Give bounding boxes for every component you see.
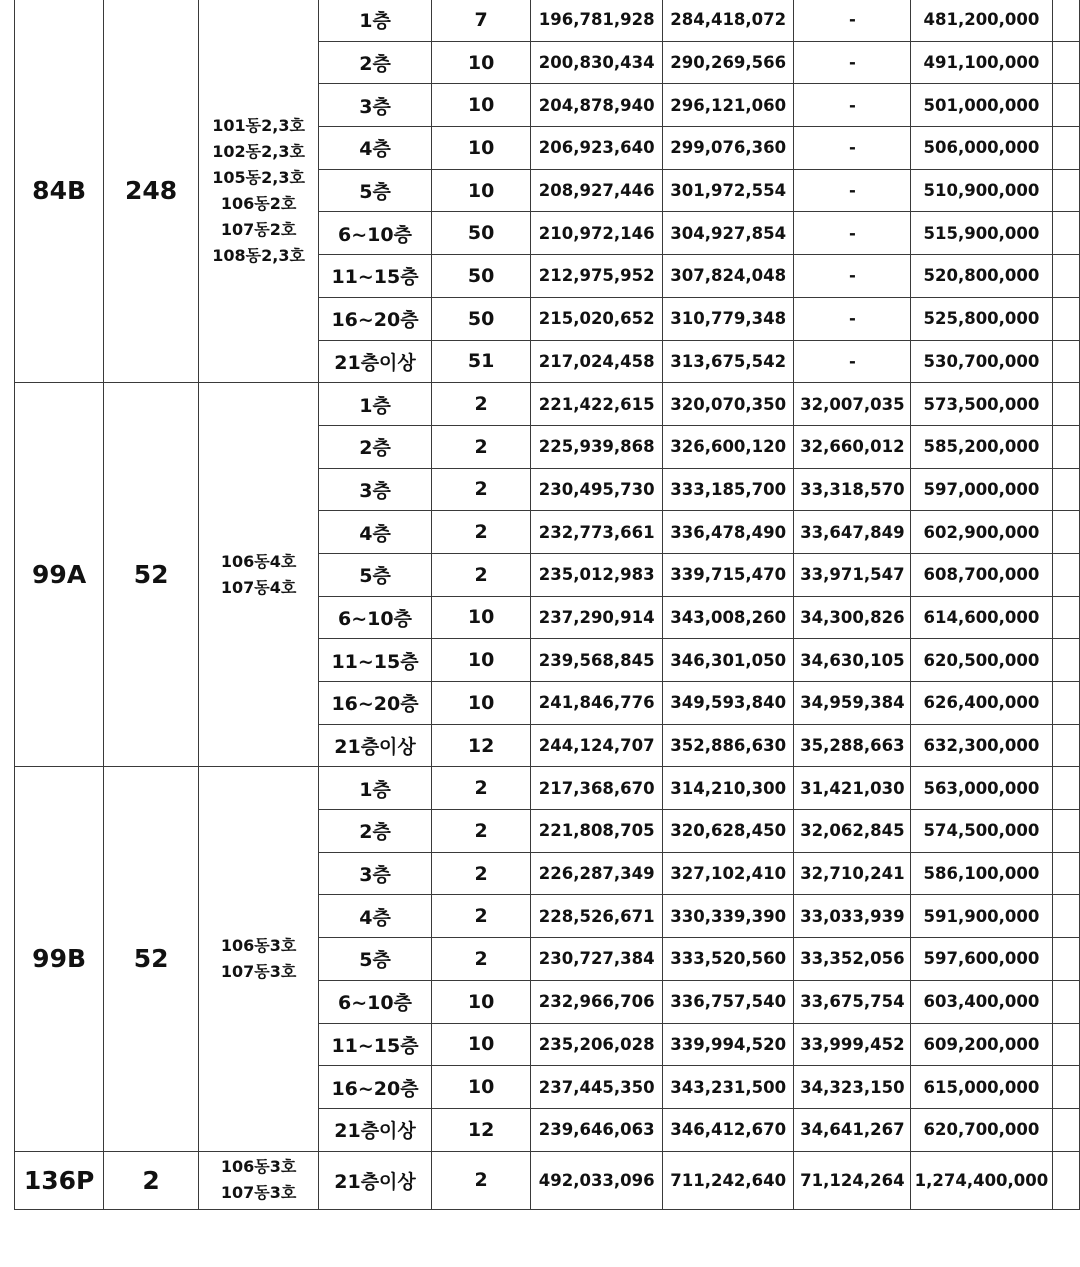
total-price-cell: 614,600,000	[911, 596, 1052, 639]
cutoff-cell	[1052, 383, 1079, 426]
building-price-cell: 330,339,390	[662, 895, 794, 938]
floor-cell: 5층	[319, 938, 432, 981]
floor-cell: 3층	[319, 84, 432, 127]
households-cell: 10	[431, 1023, 531, 1066]
vat-cell: -	[794, 84, 911, 127]
cutoff-cell	[1052, 84, 1079, 127]
vat-cell: 34,300,826	[794, 596, 911, 639]
total-price-cell: 603,400,000	[911, 980, 1052, 1023]
price-table	[14, 0, 1080, 1210]
building-label: 107동2호	[220, 219, 297, 239]
floor-cell: 3층	[319, 468, 432, 511]
table-body	[15, 0, 1080, 1209]
cutoff-cell	[1052, 169, 1079, 212]
vat-cell: 31,421,030	[794, 767, 911, 810]
land-price-cell: 217,368,670	[531, 767, 663, 810]
floor-cell: 1층	[319, 0, 432, 41]
building-price-cell: 336,478,490	[662, 511, 794, 554]
households-cell: 2	[431, 938, 531, 981]
building-price-cell: 320,628,450	[662, 810, 794, 853]
vat-cell: 34,630,105	[794, 639, 911, 682]
households-cell: 10	[431, 639, 531, 682]
building-price-cell: 352,886,630	[662, 724, 794, 767]
building-label: 101동2,3호	[212, 115, 305, 135]
households-cell: 2	[431, 383, 531, 426]
cutoff-cell	[1052, 1151, 1079, 1209]
building-label: 107동3호	[220, 961, 297, 981]
total-price-cell: 510,900,000	[911, 169, 1052, 212]
building-price-cell: 343,231,500	[662, 1066, 794, 1109]
building-price-cell: 314,210,300	[662, 767, 794, 810]
vat-cell: 33,647,849	[794, 511, 911, 554]
land-price-cell: 237,290,914	[531, 596, 663, 639]
building-price-cell: 320,070,350	[662, 383, 794, 426]
building-label: 102동2,3호	[212, 141, 305, 161]
cutoff-cell	[1052, 639, 1079, 682]
land-price-cell: 208,927,446	[531, 169, 663, 212]
building-label: 106동3호	[220, 1157, 297, 1177]
floor-cell: 2층	[319, 41, 432, 84]
floor-cell: 21층이상	[319, 1151, 432, 1209]
building-label: 108동2,3호	[212, 245, 305, 265]
cutoff-cell	[1052, 810, 1079, 853]
land-price-cell: 241,846,776	[531, 682, 663, 725]
cutoff-cell	[1052, 511, 1079, 554]
unit-type-cell: 84B	[15, 0, 104, 383]
cutoff-cell	[1052, 127, 1079, 170]
households-cell: 2	[431, 553, 531, 596]
building-price-cell: 349,593,840	[662, 682, 794, 725]
cutoff-cell	[1052, 1066, 1079, 1109]
floor-cell: 11~15층	[319, 639, 432, 682]
land-price-cell: 228,526,671	[531, 895, 663, 938]
building-price-cell: 299,076,360	[662, 127, 794, 170]
households-cell: 50	[431, 255, 531, 298]
building-list-cell	[198, 383, 318, 767]
households-cell: 2	[431, 852, 531, 895]
building-price-cell: 327,102,410	[662, 852, 794, 895]
land-price-cell: 200,830,434	[531, 41, 663, 84]
land-price-cell: 239,568,845	[531, 639, 663, 682]
total-price-cell: 620,700,000	[911, 1108, 1052, 1151]
building-price-cell: 333,185,700	[662, 468, 794, 511]
households-cell: 2	[431, 895, 531, 938]
vat-cell: 33,971,547	[794, 553, 911, 596]
land-price-cell: 235,012,983	[531, 553, 663, 596]
table-row	[15, 1151, 1080, 1209]
total-units-cell: 52	[104, 383, 199, 767]
floor-cell: 3층	[319, 852, 432, 895]
floor-cell: 1층	[319, 767, 432, 810]
vat-cell: 33,318,570	[794, 468, 911, 511]
cutoff-cell	[1052, 682, 1079, 725]
building-price-cell: 307,824,048	[662, 255, 794, 298]
building-price-cell: 343,008,260	[662, 596, 794, 639]
vat-cell: 32,710,241	[794, 852, 911, 895]
table-row	[15, 0, 1080, 41]
building-price-cell: 310,779,348	[662, 297, 794, 340]
building-price-cell: 296,121,060	[662, 84, 794, 127]
total-price-cell: 506,000,000	[911, 127, 1052, 170]
floor-cell: 2층	[319, 810, 432, 853]
vat-cell: -	[794, 169, 911, 212]
total-price-cell: 597,000,000	[911, 468, 1052, 511]
land-price-cell: 492,033,096	[531, 1151, 663, 1209]
vat-cell: 34,323,150	[794, 1066, 911, 1109]
land-price-cell: 221,808,705	[531, 810, 663, 853]
households-cell: 10	[431, 84, 531, 127]
floor-cell: 11~15층	[319, 1023, 432, 1066]
cutoff-cell	[1052, 938, 1079, 981]
land-price-cell: 196,781,928	[531, 0, 663, 41]
building-price-cell: 336,757,540	[662, 980, 794, 1023]
land-price-cell: 225,939,868	[531, 425, 663, 468]
total-price-cell: 563,000,000	[911, 767, 1052, 810]
building-price-cell: 326,600,120	[662, 425, 794, 468]
floor-cell: 1층	[319, 383, 432, 426]
total-price-cell: 574,500,000	[911, 810, 1052, 853]
land-price-cell: 237,445,350	[531, 1066, 663, 1109]
households-cell: 2	[431, 810, 531, 853]
land-price-cell: 239,646,063	[531, 1108, 663, 1151]
total-price-cell: 615,000,000	[911, 1066, 1052, 1109]
cutoff-cell	[1052, 596, 1079, 639]
land-price-cell: 206,923,640	[531, 127, 663, 170]
vat-cell: -	[794, 41, 911, 84]
vat-cell: 71,124,264	[794, 1151, 911, 1209]
building-label: 106동4호	[220, 551, 297, 571]
land-price-cell: 217,024,458	[531, 340, 663, 383]
building-price-cell: 346,412,670	[662, 1108, 794, 1151]
table-row	[15, 767, 1080, 810]
building-price-cell: 711,242,640	[662, 1151, 794, 1209]
households-cell: 2	[431, 511, 531, 554]
land-price-cell: 235,206,028	[531, 1023, 663, 1066]
total-price-cell: 520,800,000	[911, 255, 1052, 298]
vat-cell: -	[794, 340, 911, 383]
building-price-cell: 284,418,072	[662, 0, 794, 41]
vat-cell: 33,999,452	[794, 1023, 911, 1066]
land-price-cell: 215,020,652	[531, 297, 663, 340]
total-price-cell: 585,200,000	[911, 425, 1052, 468]
cutoff-cell	[1052, 0, 1079, 41]
land-price-cell: 230,495,730	[531, 468, 663, 511]
vat-cell: -	[794, 0, 911, 41]
building-price-cell: 313,675,542	[662, 340, 794, 383]
households-cell: 10	[431, 596, 531, 639]
land-price-cell: 204,878,940	[531, 84, 663, 127]
households-cell: 7	[431, 0, 531, 41]
cutoff-cell	[1052, 1108, 1079, 1151]
floor-cell: 6~10층	[319, 596, 432, 639]
total-price-cell: 586,100,000	[911, 852, 1052, 895]
building-label: 107동4호	[220, 577, 297, 597]
households-cell: 10	[431, 41, 531, 84]
floor-cell: 4층	[319, 895, 432, 938]
unit-type-cell: 99A	[15, 383, 104, 767]
building-label: 105동2,3호	[212, 167, 305, 187]
floor-cell: 4층	[319, 127, 432, 170]
unit-type-cell: 136P	[15, 1151, 104, 1209]
vat-cell: -	[794, 212, 911, 255]
vat-cell: 34,959,384	[794, 682, 911, 725]
total-price-cell: 632,300,000	[911, 724, 1052, 767]
building-price-cell: 301,972,554	[662, 169, 794, 212]
floor-cell: 21층이상	[319, 340, 432, 383]
households-cell: 50	[431, 212, 531, 255]
cutoff-cell	[1052, 425, 1079, 468]
households-cell: 10	[431, 169, 531, 212]
total-price-cell: 530,700,000	[911, 340, 1052, 383]
total-price-cell: 591,900,000	[911, 895, 1052, 938]
vat-cell: 32,660,012	[794, 425, 911, 468]
cutoff-cell	[1052, 895, 1079, 938]
total-units-cell: 52	[104, 767, 199, 1151]
households-cell: 12	[431, 1108, 531, 1151]
vat-cell: -	[794, 297, 911, 340]
total-price-cell: 491,100,000	[911, 41, 1052, 84]
building-price-cell: 339,715,470	[662, 553, 794, 596]
cutoff-cell	[1052, 980, 1079, 1023]
total-price-cell: 525,800,000	[911, 297, 1052, 340]
cutoff-cell	[1052, 1023, 1079, 1066]
total-price-cell: 597,600,000	[911, 938, 1052, 981]
vat-cell: -	[794, 255, 911, 298]
vat-cell: 34,641,267	[794, 1108, 911, 1151]
unit-type-cell: 99B	[15, 767, 104, 1151]
building-list-cell	[198, 1151, 318, 1209]
building-label: 107동3호	[220, 1183, 297, 1203]
households-cell: 10	[431, 1066, 531, 1109]
vat-cell: -	[794, 127, 911, 170]
households-cell: 50	[431, 297, 531, 340]
floor-cell: 6~10층	[319, 212, 432, 255]
total-price-cell: 608,700,000	[911, 553, 1052, 596]
cutoff-cell	[1052, 212, 1079, 255]
cutoff-cell	[1052, 767, 1079, 810]
households-cell: 10	[431, 127, 531, 170]
land-price-cell: 212,975,952	[531, 255, 663, 298]
total-price-cell: 481,200,000	[911, 0, 1052, 41]
vat-cell: 33,675,754	[794, 980, 911, 1023]
building-price-cell: 339,994,520	[662, 1023, 794, 1066]
total-units-cell: 2	[104, 1151, 199, 1209]
households-cell: 10	[431, 980, 531, 1023]
floor-cell: 21층이상	[319, 724, 432, 767]
households-cell: 10	[431, 682, 531, 725]
floor-cell: 5층	[319, 169, 432, 212]
total-price-cell: 573,500,000	[911, 383, 1052, 426]
floor-cell: 21층이상	[319, 1108, 432, 1151]
land-price-cell: 232,773,661	[531, 511, 663, 554]
building-list-cell	[198, 767, 318, 1151]
floor-cell: 4층	[319, 511, 432, 554]
floor-cell: 2층	[319, 425, 432, 468]
total-price-cell: 501,000,000	[911, 84, 1052, 127]
vat-cell: 32,062,845	[794, 810, 911, 853]
total-price-cell: 515,900,000	[911, 212, 1052, 255]
land-price-cell: 210,972,146	[531, 212, 663, 255]
total-price-cell: 626,400,000	[911, 682, 1052, 725]
land-price-cell: 230,727,384	[531, 938, 663, 981]
vat-cell: 32,007,035	[794, 383, 911, 426]
building-price-cell: 304,927,854	[662, 212, 794, 255]
land-price-cell: 221,422,615	[531, 383, 663, 426]
cutoff-cell	[1052, 340, 1079, 383]
vat-cell: 33,033,939	[794, 895, 911, 938]
building-label: 106동2호	[220, 193, 297, 213]
cutoff-cell	[1052, 553, 1079, 596]
total-units-cell: 248	[104, 0, 199, 383]
vat-cell: 35,288,663	[794, 724, 911, 767]
floor-cell: 6~10층	[319, 980, 432, 1023]
cutoff-cell	[1052, 41, 1079, 84]
building-label: 106동3호	[220, 935, 297, 955]
households-cell: 2	[431, 468, 531, 511]
cutoff-cell	[1052, 468, 1079, 511]
building-list-cell	[198, 0, 318, 383]
land-price-cell: 232,966,706	[531, 980, 663, 1023]
floor-cell: 11~15층	[319, 255, 432, 298]
total-price-cell: 602,900,000	[911, 511, 1052, 554]
households-cell: 51	[431, 340, 531, 383]
total-price-cell: 1,274,400,000	[911, 1151, 1052, 1209]
floor-cell: 16~20층	[319, 297, 432, 340]
floor-cell: 16~20층	[319, 1066, 432, 1109]
land-price-cell: 244,124,707	[531, 724, 663, 767]
vat-cell: 33,352,056	[794, 938, 911, 981]
total-price-cell: 609,200,000	[911, 1023, 1052, 1066]
table-row	[15, 383, 1080, 426]
cutoff-cell	[1052, 297, 1079, 340]
building-price-cell: 333,520,560	[662, 938, 794, 981]
total-price-cell: 620,500,000	[911, 639, 1052, 682]
households-cell: 2	[431, 1151, 531, 1209]
land-price-cell: 226,287,349	[531, 852, 663, 895]
floor-cell: 5층	[319, 553, 432, 596]
households-cell: 2	[431, 425, 531, 468]
cutoff-cell	[1052, 852, 1079, 895]
households-cell: 12	[431, 724, 531, 767]
households-cell: 2	[431, 767, 531, 810]
floor-cell: 16~20층	[319, 682, 432, 725]
cutoff-cell	[1052, 724, 1079, 767]
cutoff-cell	[1052, 255, 1079, 298]
building-price-cell: 290,269,566	[662, 41, 794, 84]
building-price-cell: 346,301,050	[662, 639, 794, 682]
